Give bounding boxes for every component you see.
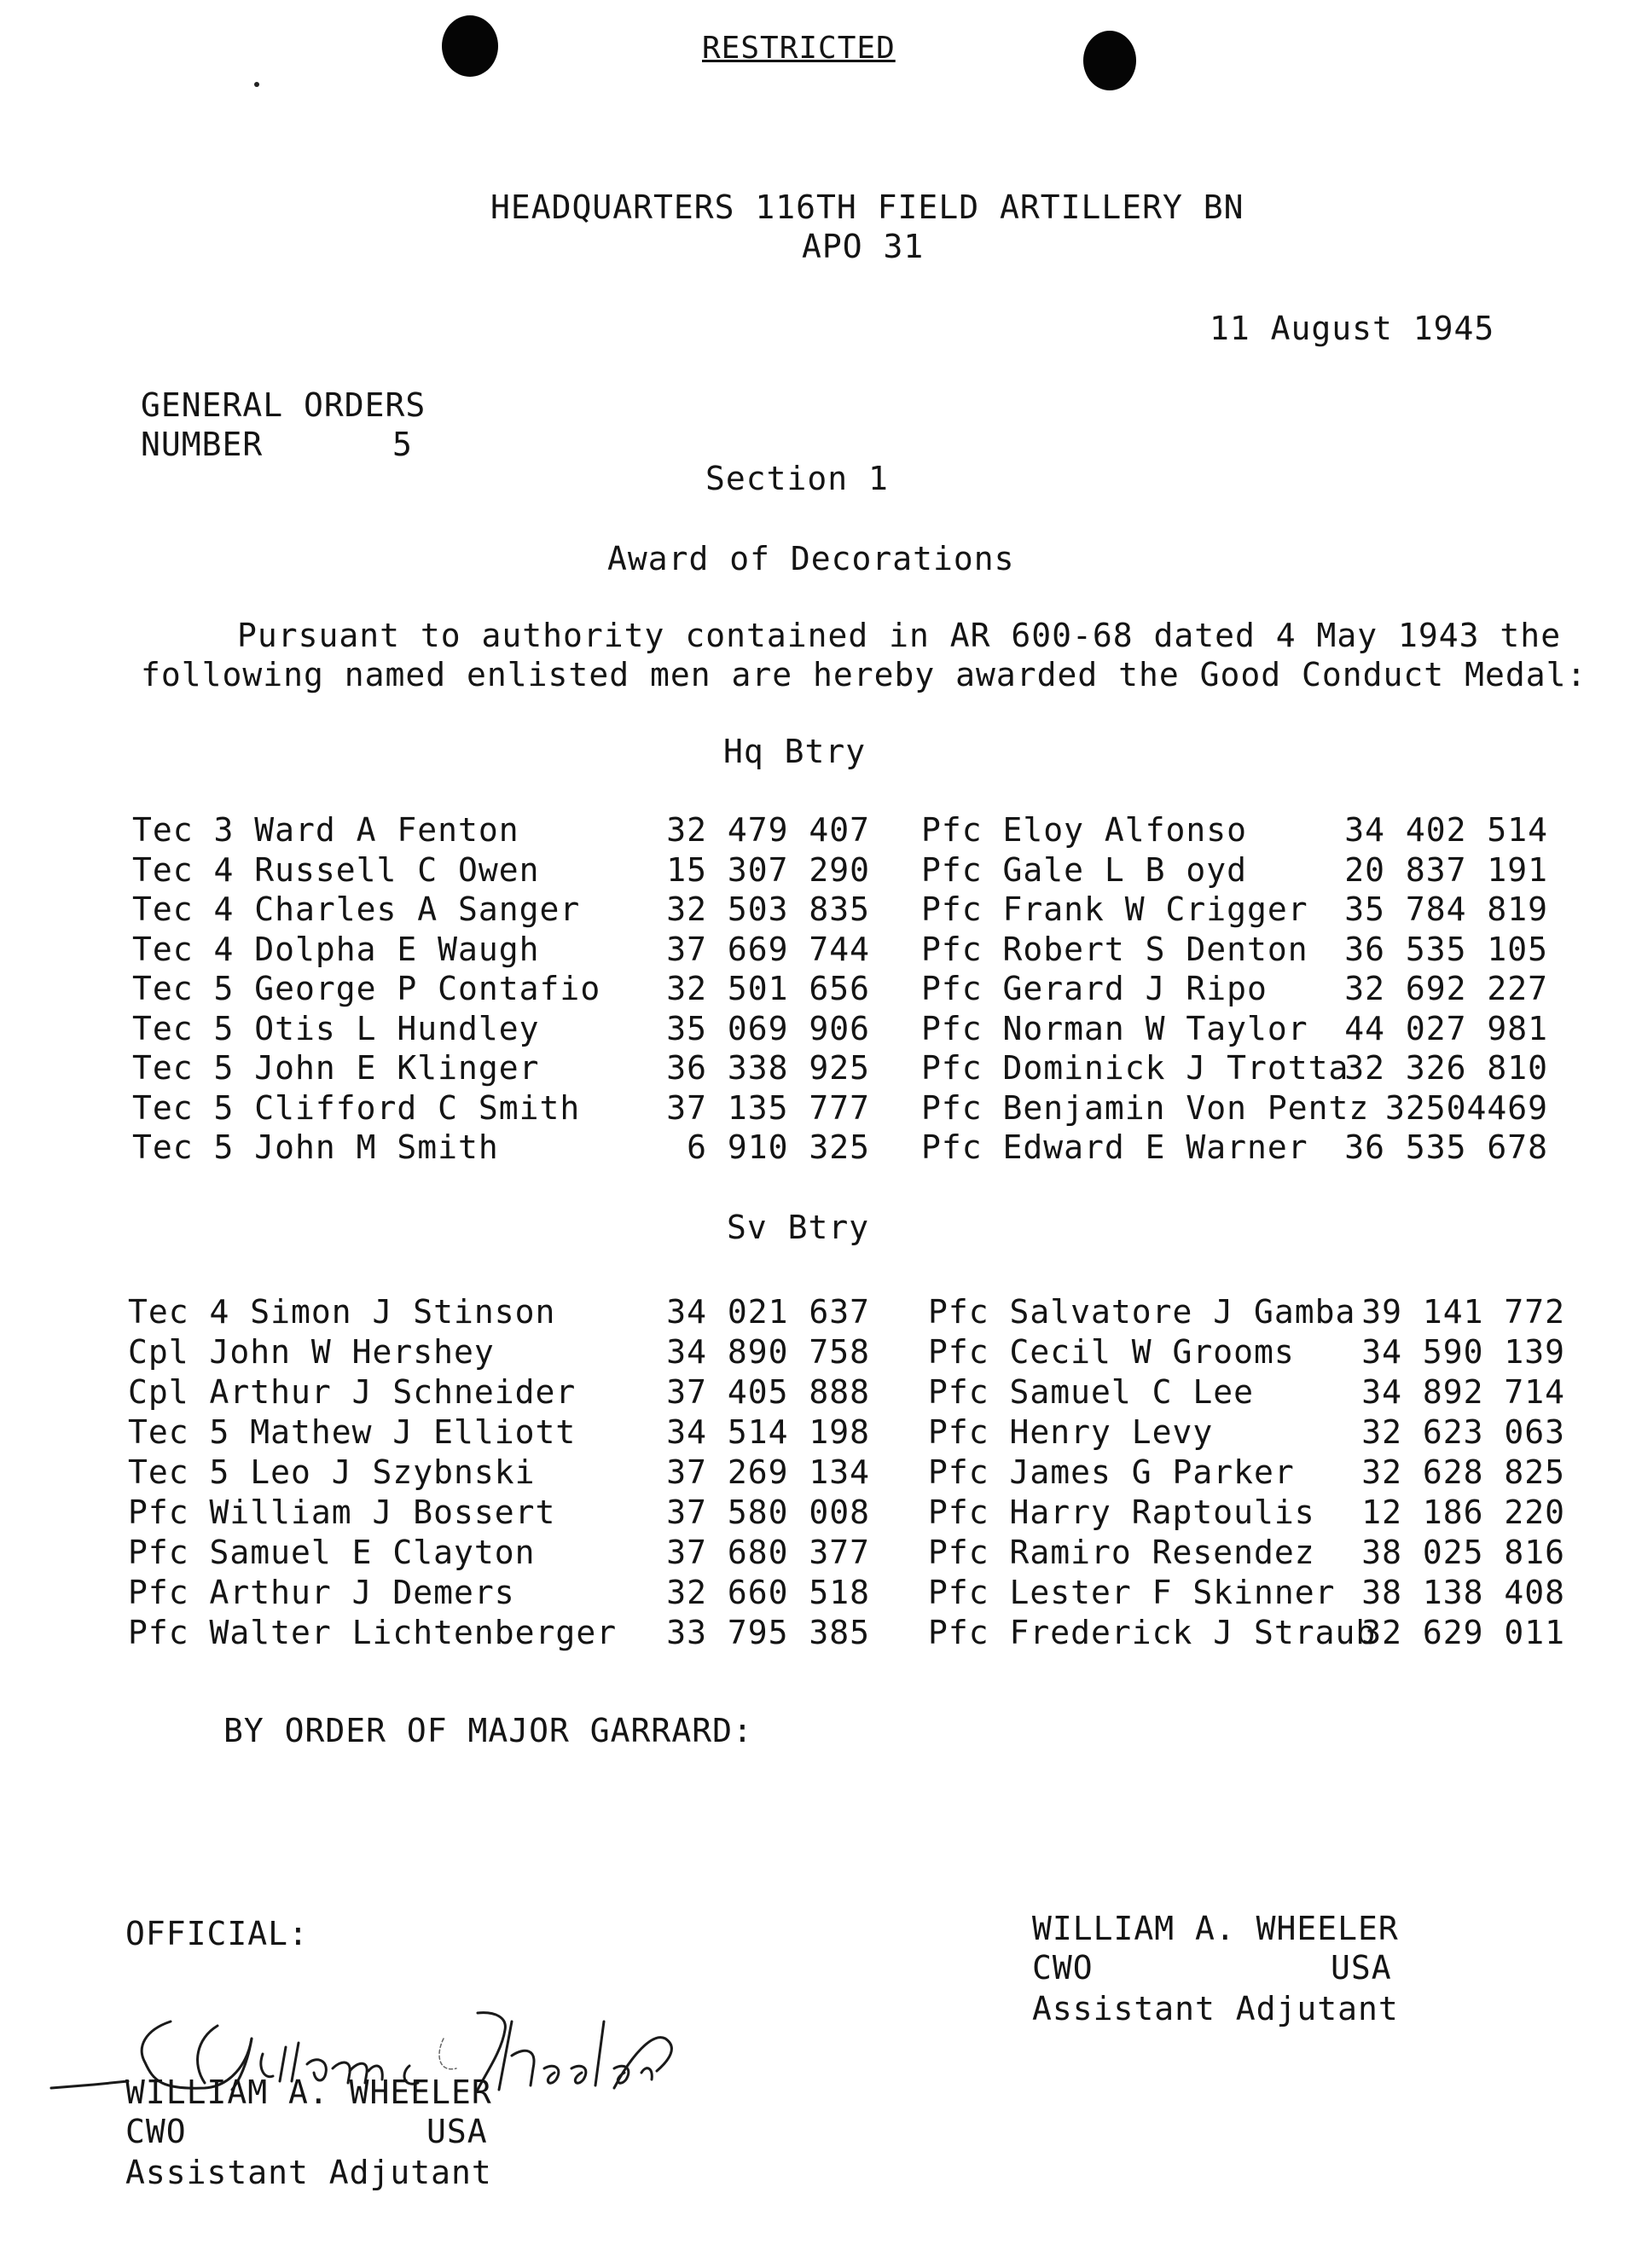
roster-serial-number: 34 514 198 xyxy=(666,1413,870,1451)
official-branch: USA xyxy=(426,2113,488,2150)
punch-hole-left xyxy=(442,15,498,77)
roster-name: Tec 4 Dolpha E Waugh xyxy=(132,930,540,968)
official-rank: CWO xyxy=(125,2113,187,2150)
subject-title: Award of Decorations xyxy=(607,540,1015,577)
roster-serial-number: 32 628 825 xyxy=(1361,1453,1565,1491)
roster-name: Pfc Walter Lichtenberger xyxy=(128,1614,618,1651)
roster-name: Pfc Samuel E Clayton xyxy=(128,1534,536,1571)
roster-serial-number: 32 623 063 xyxy=(1361,1413,1565,1451)
roster-name: Tec 5 John M Smith xyxy=(132,1128,499,1166)
roster-name: Pfc Cecil W Grooms xyxy=(928,1333,1295,1371)
roster-serial-number: 38 138 408 xyxy=(1361,1574,1565,1611)
roster-serial-number: 37 405 888 xyxy=(666,1373,870,1411)
roster-name: Pfc James G Parker xyxy=(928,1453,1295,1491)
roster-name: Pfc Salvatore J Gamba xyxy=(928,1293,1356,1331)
roster-serial-number: 32 326 810 xyxy=(1344,1049,1548,1087)
roster-name: Pfc William J Bossert xyxy=(128,1494,556,1531)
roster-serial-number: 32 660 518 xyxy=(666,1574,870,1611)
roster-serial-number: 34 892 714 xyxy=(1361,1373,1565,1411)
roster-name: Tec 3 Ward A Fenton xyxy=(132,811,519,849)
signature-branch-right: USA xyxy=(1331,1949,1392,1987)
hq-btry-heading: Hq Btry xyxy=(723,733,867,770)
roster-serial-number: 15 307 290 xyxy=(666,850,870,889)
roster-name: Tec 5 George P Contafio xyxy=(132,970,601,1007)
roster-serial-number: 36 338 925 xyxy=(666,1049,870,1087)
roster-name: Pfc Benjamin Von Pentz xyxy=(921,1088,1370,1127)
roster-serial-number: 44 027 981 xyxy=(1344,1009,1548,1047)
number-label: NUMBER xyxy=(141,426,264,463)
roster-name: Pfc Robert S Denton xyxy=(921,930,1308,968)
punch-hole-right xyxy=(1083,31,1136,90)
roster-serial-number: 34 402 514 xyxy=(1344,811,1548,849)
roster-serial-number: 34 590 139 xyxy=(1361,1333,1565,1371)
roster-serial-number: 39 141 772 xyxy=(1361,1293,1565,1331)
order-number: 5 xyxy=(392,426,413,463)
roster-name: Tec 5 Leo J Szybnski xyxy=(128,1453,536,1491)
roster-name: Pfc Frank W Crigger xyxy=(921,890,1308,928)
roster-name: Pfc Lester F Skinner xyxy=(928,1574,1336,1611)
roster-name: Cpl John W Hershey xyxy=(128,1333,495,1371)
roster-name: Pfc Gerard J Ripo xyxy=(921,970,1268,1007)
sv-btry-heading: Sv Btry xyxy=(727,1209,870,1246)
roster-serial-number: 20 837 191 xyxy=(1344,850,1548,889)
roster-name: Cpl Arthur J Schneider xyxy=(128,1373,577,1411)
roster-serial-number: 36 535 678 xyxy=(1344,1128,1548,1166)
general-orders-label: GENERAL ORDERS xyxy=(141,386,426,424)
signature-title-right: Assistant Adjutant xyxy=(1032,1990,1399,2027)
signature-name-right: WILLIAM A. WHEELER xyxy=(1032,1910,1399,1947)
roster-name: Tec 4 Simon J Stinson xyxy=(128,1293,556,1331)
roster-serial-number: 34 890 758 xyxy=(666,1333,870,1371)
signature-rank-right: CWO xyxy=(1032,1949,1094,1987)
restricted-marking: RESTRICTED xyxy=(702,31,896,66)
roster-name: Pfc Henry Levy xyxy=(928,1413,1214,1451)
roster-name: Tec 5 Mathew J Elliott xyxy=(128,1413,577,1451)
section-title: Section 1 xyxy=(705,460,889,497)
roster-name: Pfc Arthur J Demers xyxy=(128,1574,515,1611)
official-label: OFFICIAL: xyxy=(125,1915,309,1952)
official-name: WILLIAM A. WHEELER xyxy=(125,2074,492,2111)
roster-serial-number: 32 692 227 xyxy=(1344,970,1548,1007)
roster-serial-number: 32 479 407 xyxy=(666,811,870,849)
roster-serial-number: 37 680 377 xyxy=(666,1534,870,1571)
roster-serial-number: 6 910 325 xyxy=(687,1128,870,1166)
roster-name: Tec 5 John E Klinger xyxy=(132,1049,540,1087)
roster-name: Tec 4 Russell C Owen xyxy=(132,850,540,889)
roster-name: Pfc Frederick J Straub xyxy=(928,1614,1377,1651)
roster-serial-number: 12 186 220 xyxy=(1361,1494,1565,1531)
roster-name: Pfc Harry Raptoulis xyxy=(928,1494,1315,1531)
roster-name: Tec 5 Otis L Hundley xyxy=(132,1009,540,1047)
unit-heading: HEADQUARTERS 116TH FIELD ARTILLERY BN xyxy=(490,189,1244,226)
roster-name: Pfc Norman W Taylor xyxy=(921,1009,1308,1047)
roster-serial-number: 38 025 816 xyxy=(1361,1534,1565,1571)
order-date: 11 August 1945 xyxy=(1210,310,1495,347)
roster-name: Pfc Samuel C Lee xyxy=(928,1373,1255,1411)
roster-serial-number: 37 135 777 xyxy=(666,1088,870,1127)
roster-name: Tec 5 Clifford C Smith xyxy=(132,1088,581,1127)
roster-serial-number: 32504469 xyxy=(1384,1088,1548,1127)
roster-serial-number: 35 069 906 xyxy=(666,1009,870,1047)
roster-name: Pfc Eloy Alfonso xyxy=(921,811,1248,849)
roster-serial-number: 34 021 637 xyxy=(666,1293,870,1331)
roster-name: Pfc Dominick J Trotta xyxy=(921,1049,1349,1087)
roster-serial-number: 37 669 744 xyxy=(666,930,870,968)
roster-name: Pfc Edward E Warner xyxy=(921,1128,1308,1166)
body-line-2: following named enlisted men are hereby awarded the Good Conduct Medal: xyxy=(141,656,1587,693)
roster-name: Tec 4 Charles A Sanger xyxy=(132,890,581,928)
roster-name: Pfc Gale L B oyd xyxy=(921,850,1248,889)
roster-serial-number: 36 535 105 xyxy=(1344,930,1548,968)
official-title: Assistant Adjutant xyxy=(125,2154,492,2191)
roster-name: Pfc Ramiro Resendez xyxy=(928,1534,1315,1571)
roster-serial-number: 32 503 835 xyxy=(666,890,870,928)
roster-serial-number: 37 269 134 xyxy=(666,1453,870,1491)
roster-serial-number: 37 580 008 xyxy=(666,1494,870,1531)
closing-line: BY ORDER OF MAJOR GARRARD: xyxy=(223,1712,753,1749)
body-line-1: Pursuant to authority contained in AR 600-68 dated 4 May 1943 the xyxy=(237,617,1562,654)
roster-serial-number: 33 795 385 xyxy=(666,1614,870,1651)
apo-line: APO 31 xyxy=(802,228,925,265)
ink-speck xyxy=(254,82,259,87)
roster-serial-number: 32 629 011 xyxy=(1361,1614,1565,1651)
roster-serial-number: 32 501 656 xyxy=(666,970,870,1007)
roster-serial-number: 35 784 819 xyxy=(1344,890,1548,928)
